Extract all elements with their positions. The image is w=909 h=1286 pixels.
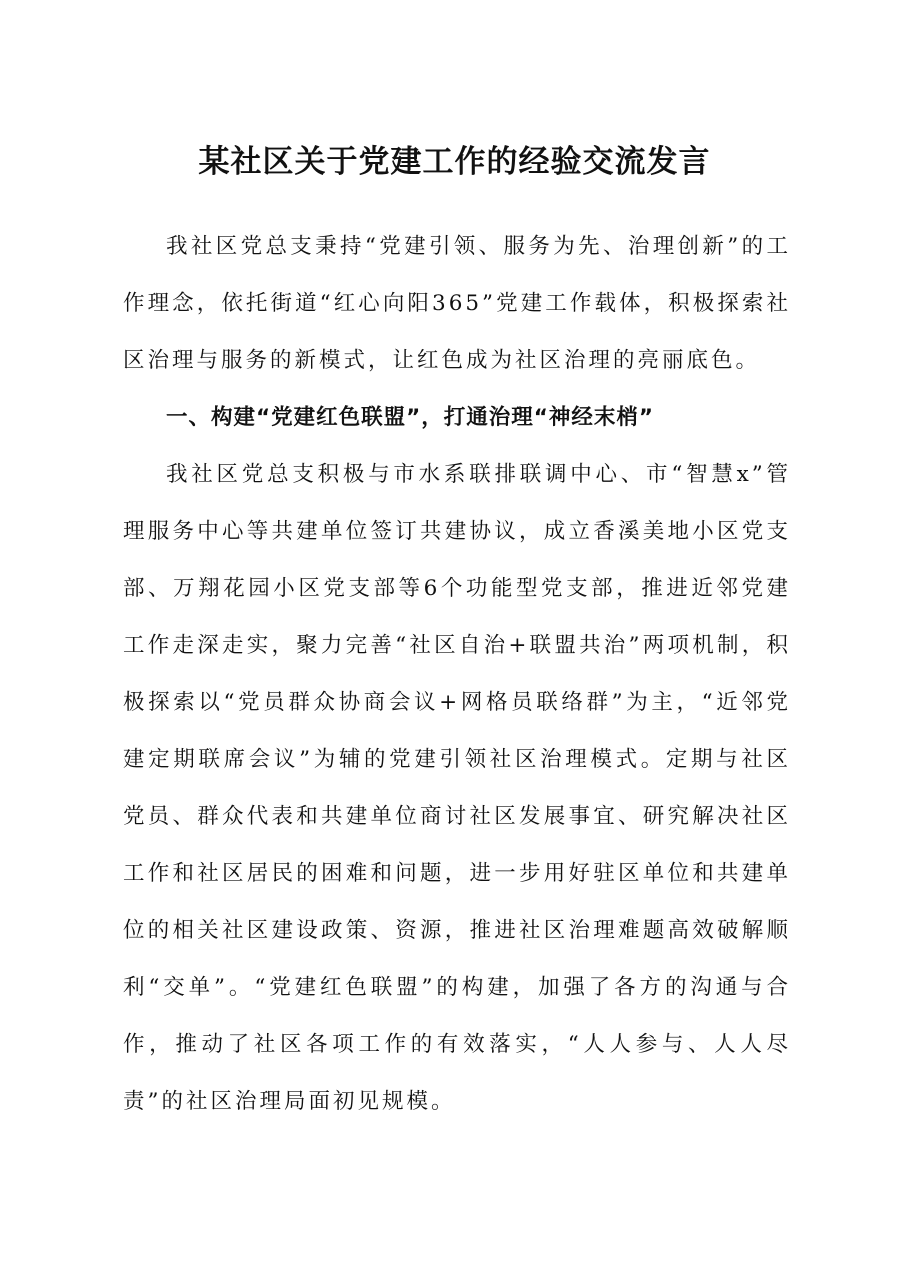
section-1-paragraph: 我社区党总支积极与市水系联排联调中心、市“智慧x”管理服务中心等共建单位签订共建协议，成立香溪美地小区党支部、万翔花园小区党支部等6个功能型党支部，推进近邻党建工作走深走实，聚力完善“社区自治+联盟共治”两项机制，积极探索以“党员群众协商会议+网格员联络群”为主，“近邻党建定期联席会议”为辅的党建引领社区治理模式。定期与社区党员、群众代表和共建单位商讨社区发展事宜、研究解决社区工作和社区居民的困难和问题，进一步用好驻区单位和共建单位的相关社区建设政策、资源，推进社区治理难题高效破解顺利“交单”。“党建红色联盟”的构建，加强了各方的沟通与合作，推动了社区各项工作的有效落实，“人人参与、人人尽责”的社区治理局面初见规模。 [123,462,791,1114]
document-title: 某社区关于党建工作的经验交流发言 [198,144,711,180]
document-body [123,218,791,1130]
intro-paragraph: 我社区党总支秉持“党建引领、服务为先、治理创新”的工作理念，依托街道“红心向阳365”党建工作载体，积极探索社区治理与服务的新模式，让红色成为社区治理的亮丽底色。 [123,234,791,373]
section-heading-1: 一、构建“党建红色联盟”，打通治理“神经末梢” [166,405,655,430]
